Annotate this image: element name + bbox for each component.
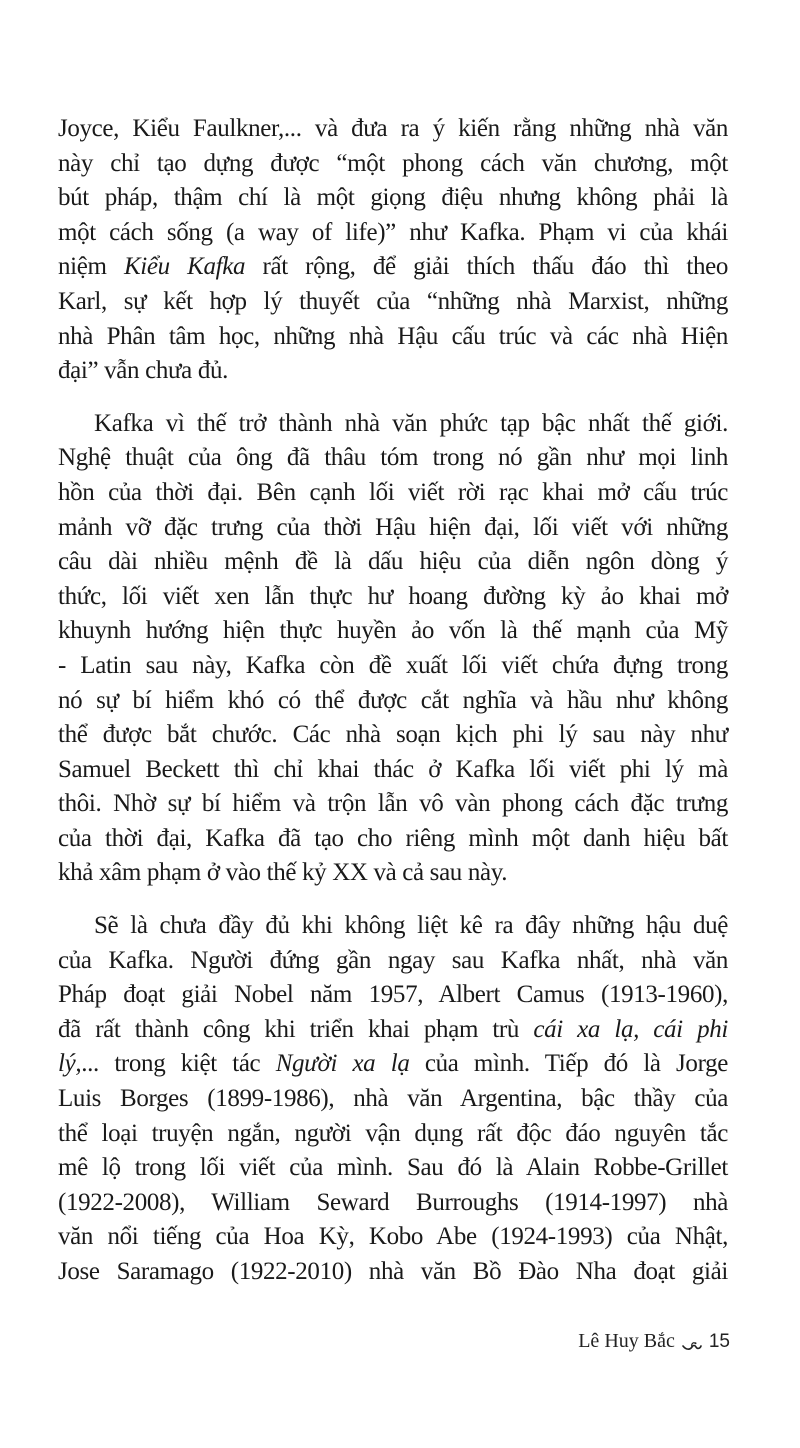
- text-line: câu dài nhiều mệnh đề là dấu hiệu của diễn ngôn dòng ý: [58, 548, 728, 576]
- text-line: niệm Kiểu Kafka rất rộng, để giải thích thấu đáo thì theo: [58, 253, 728, 281]
- text-line: Nghệ thuật của ông đã thâu tóm trong nó gần như mọi linh: [58, 444, 728, 472]
- text-line: (1922-2008), William Seward Burroughs (1914-1997) nhà: [58, 1188, 728, 1216]
- text-line: khả xâm phạm ở vào thế kỷ XX và cả sau này.: [58, 859, 508, 887]
- paragraph-gap: [58, 389, 728, 407]
- text-line: Karl, sự kết hợp lý thuyết của “những nhà Marxist, những: [58, 287, 728, 315]
- text-line: Jose Saramago (1922-2010) nhà văn Bồ Đào Nha đoạt giải: [58, 1258, 728, 1285]
- italic-term: Kiểu Kafka: [123, 253, 246, 281]
- flourish-ornament-icon: [682, 1336, 702, 1348]
- text-line: lý,... trong kiệt tác Người xa lạ của mình. Tiếp đó là Jorge: [58, 1050, 728, 1078]
- text-line: thể loại truyện ngắn, người vận dụng rất độc đáo nguyên tắc: [58, 1119, 728, 1147]
- text-line: - Latin sau này, Kafka còn đề xuất lối viết chứa đựng trong: [58, 651, 728, 679]
- text-line: thôi. Nhờ sự bí hiểm và trộn lẫn vô vàn phong cách đặc trưng: [58, 790, 728, 818]
- text-line: Sẽ là chưa đầy đủ khi không liệt kê ra đây những hậu duệ: [94, 912, 728, 940]
- text-line: của thời đại, Kafka đã tạo cho riêng mình một danh hiệu bất: [58, 824, 728, 852]
- italic-term: cái xa lạ, cái phi: [533, 1015, 728, 1043]
- body-text: [58, 112, 728, 1290]
- text-line: thức, lối viết xen lẫn thực hư hoang đường kỳ ảo khai mở: [58, 582, 728, 610]
- text-line: Pháp đoạt giải Nobel năm 1957, Albert Camus (1913-1960),: [58, 981, 728, 1009]
- running-footer-author: Lê Huy Bắc: [578, 1330, 675, 1352]
- paragraph-gap: [58, 891, 728, 909]
- text-line: bút pháp, thậm chí là một giọng điệu nhưng không phải là: [58, 184, 728, 212]
- page-footer: [578, 1330, 730, 1353]
- text-line: Luis Borges (1899-1986), nhà văn Argentina, bậc thầy của: [58, 1085, 728, 1113]
- text-line: văn nổi tiếng của Hoa Kỳ, Kobo Abe (1924-1993) của Nhật,: [58, 1223, 728, 1251]
- text-line: đã rất thành công khi triển khai phạm trù cái xa lạ, cái phi: [58, 1015, 728, 1043]
- italic-term: lý,: [58, 1050, 82, 1078]
- text-line: này chỉ tạo dựng được “một phong cách văn chương, một: [58, 149, 728, 177]
- text-line: hồn của thời đại. Bên cạnh lối viết rời rạc khai mở cấu trúc: [58, 478, 728, 506]
- text-line: mê lộ trong lối viết của mình. Sau đó là Alain Robbe-Grillet: [58, 1154, 728, 1182]
- text-line: Kafka vì thế trở thành nhà văn phức tạp bậc nhất thế giới.: [94, 409, 728, 437]
- italic-term: Người xa lạ: [275, 1050, 410, 1078]
- text-line: Samuel Beckett thì chỉ khai thác ở Kafka lối viết phi lý mà: [58, 755, 728, 783]
- text-line: khuynh hướng hiện thực huyền ảo vốn là thế mạnh của Mỹ: [58, 617, 728, 645]
- page-number: 15: [708, 1330, 730, 1352]
- text-line: mảnh vỡ đặc trưng của thời Hậu hiện đại, lối viết với những: [58, 513, 728, 541]
- text-line: của Kafka. Người đứng gần ngay sau Kafka nhất, nhà văn: [58, 946, 728, 974]
- text-line: thể được bắt chước. Các nhà soạn kịch phi lý sau này như: [58, 721, 728, 749]
- text-line: nhà Phân tâm học, những nhà Hậu cấu trúc và các nhà Hiện: [58, 322, 728, 350]
- text-line: nó sự bí hiểm khó có thể được cắt nghĩa và hầu như không: [58, 686, 728, 714]
- text-line: một cách sống (a way of life)” như Kafka. Phạm vi của khái: [58, 218, 728, 246]
- text-line: Joyce, Kiểu Faulkner,... và đưa ra ý kiến rằng những nhà văn: [58, 115, 728, 142]
- text-line: đại” vẫn chưa đủ.: [58, 357, 229, 385]
